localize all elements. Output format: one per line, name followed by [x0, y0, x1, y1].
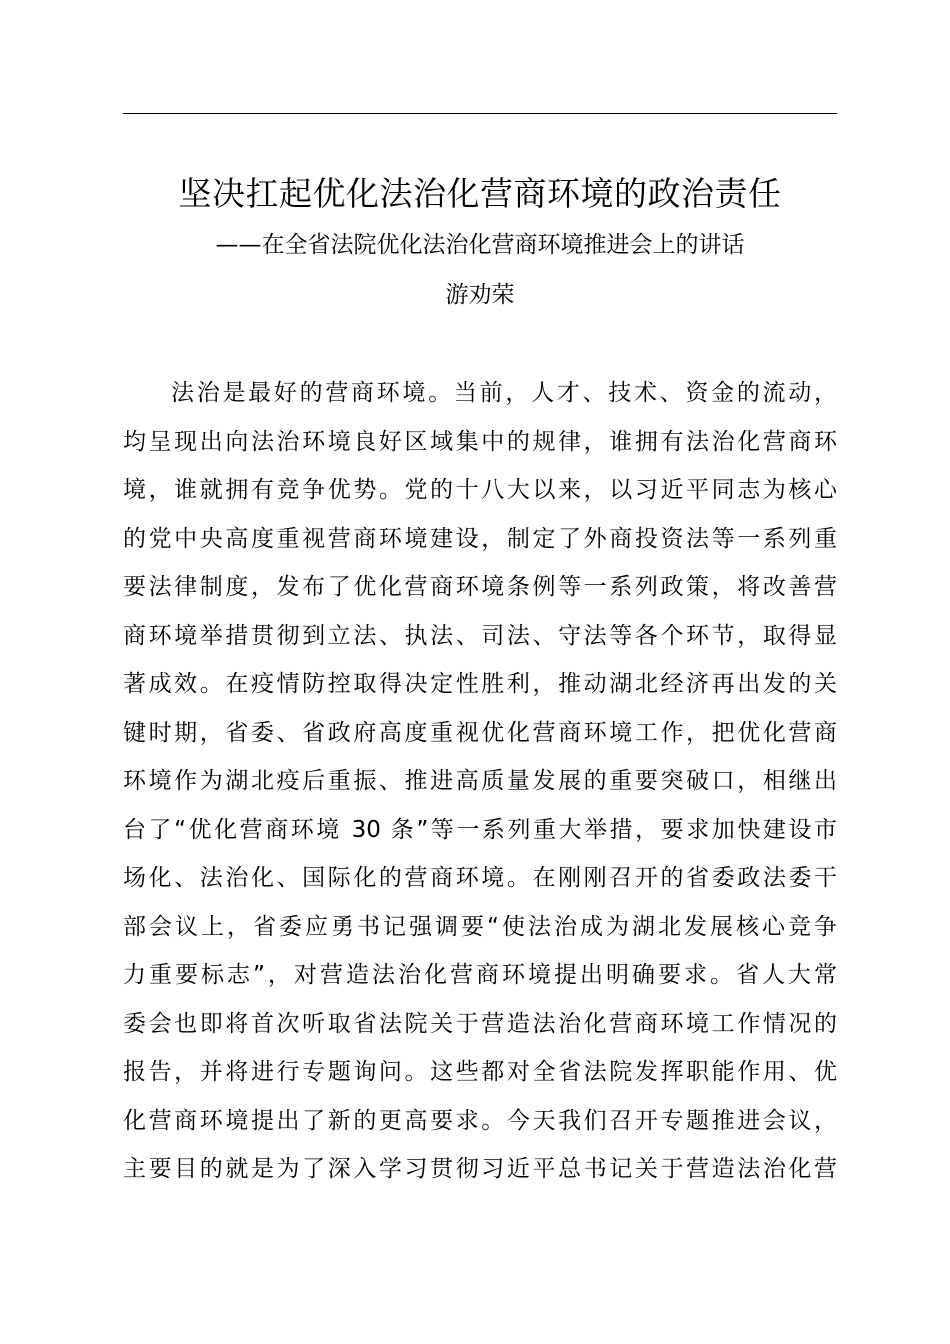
- body-line: 台了“优化营商环境 30 条”等一系列重大举措，要求加快建设市: [123, 816, 837, 843]
- body-line: 场化、法治化、国际化的营商环境。在刚刚召开的省委政法委干: [123, 865, 837, 891]
- body-line: 商环境举措贯彻到立法、执法、司法、守法等各个环节，取得显: [123, 622, 837, 649]
- body-line: 环境作为湖北疫后重振、推进高质量发展的重要突破口，相继出: [123, 768, 837, 794]
- body-paragraph: [123, 369, 837, 1194]
- document-title: 坚决扛起优化法治化营商环境的政治责任: [178, 174, 782, 213]
- body-line: 法治是最好的营商环境。当前，人才、技术、资金的流动，: [171, 380, 837, 406]
- body-line: 部会议上，省委应勇书记强调要“使法治成为湖北发展核心竞争: [123, 913, 837, 940]
- body-line: 均呈现出向法治环境良好区域集中的规律，谁拥有法治化营商环: [123, 428, 837, 455]
- body-line: 化营商环境提出了新的更高要求。今天我们召开专题推进会议，: [123, 1107, 837, 1134]
- header-rule: [123, 113, 837, 114]
- author-name: 游劝荣: [445, 282, 515, 308]
- document-subtitle: ——在全省法院优化法治化营商环境推进会上的讲话: [215, 232, 745, 258]
- body-line: 力重要标志”，对营造法治化营商环境提出明确要求。省人大常: [123, 962, 837, 988]
- body-line: 键时期，省委、省政府高度重视优化营商环境工作，把优化营商: [123, 719, 837, 746]
- body-line: 委会也即将首次听取省法院关于营造法治化营商环境工作情况的: [123, 1010, 837, 1037]
- body-line: 的党中央高度重视营商环境建设，制定了外商投资法等一系列重: [123, 525, 837, 552]
- body-line: 主要目的就是为了深入学习贯彻习近平总书记关于营造法治化营: [123, 1156, 837, 1182]
- body-line: 著成效。在疫情防控取得决定性胜利，推动湖北经济再出发的关: [123, 671, 837, 697]
- body-line: 报告，并将进行专题询问。这些都对全省法院发挥职能作用、优: [123, 1059, 837, 1085]
- body-line: 境，谁就拥有竞争优势。党的十八大以来，以习近平同志为核心: [123, 477, 837, 503]
- body-line: 要法律制度，发布了优化营商环境条例等一系列政策，将改善营: [123, 574, 837, 600]
